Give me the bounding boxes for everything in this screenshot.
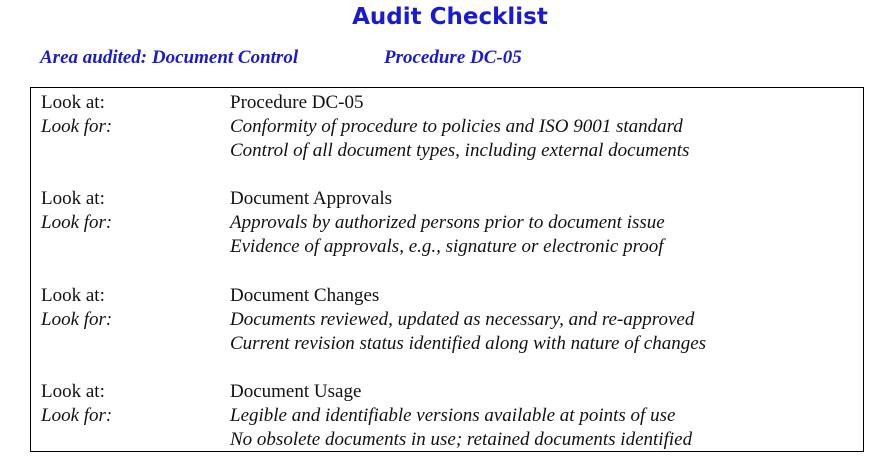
- audit-header: [40, 46, 522, 70]
- look-for-row: [41, 235, 841, 259]
- look-for-item: Evidence of approvals, e.g., signature or electronic proof: [230, 236, 664, 257]
- look-for-row: [41, 115, 841, 139]
- look-for-label: Look for:: [41, 212, 113, 233]
- checklist-section: [41, 380, 841, 452]
- look-for-row: [41, 211, 841, 235]
- checklist-section: [41, 187, 841, 259]
- look-at-label: Look at:: [41, 285, 105, 306]
- look-for-row: [41, 308, 841, 332]
- page-title: Audit Checklist: [352, 4, 548, 30]
- look-for-label: Look for:: [41, 116, 113, 137]
- look-for-label: Look for:: [41, 309, 113, 330]
- area-audited-label: Area audited: Document Control: [40, 47, 299, 68]
- look-at-row: [41, 91, 841, 115]
- look-for-row: [41, 404, 841, 428]
- look-at-label: Look at:: [41, 188, 105, 209]
- look-for-label: Look for:: [41, 405, 113, 426]
- procedure-label: Procedure DC-05: [384, 47, 522, 68]
- look-at-value: Document Changes: [230, 285, 380, 306]
- look-for-item: Control of all document types, including external documents: [230, 140, 690, 161]
- look-for-item: No obsolete documents in use; retained documents identified: [230, 429, 693, 450]
- look-for-item: Conformity of procedure to policies and ISO 9001 standard: [230, 116, 683, 137]
- look-at-row: [41, 380, 841, 404]
- look-at-value: Document Usage: [230, 381, 362, 402]
- look-for-item: Current revision status identified along with nature of changes: [230, 333, 707, 354]
- look-at-row: [41, 187, 841, 211]
- look-for-item: Documents reviewed, updated as necessary, and re-approved: [230, 309, 695, 330]
- look-for-row: [41, 428, 841, 452]
- look-for-item: Approvals by authorized persons prior to document issue: [230, 212, 665, 233]
- look-at-row: [41, 284, 841, 308]
- checklist-section: [41, 284, 841, 356]
- look-at-value: Procedure DC-05: [230, 92, 364, 113]
- look-at-label: Look at:: [41, 92, 105, 113]
- checklist-box: [30, 87, 864, 452]
- look-for-row: [41, 332, 841, 356]
- look-for-item: Legible and identifiable versions available at points of use: [230, 405, 676, 426]
- look-for-row: [41, 139, 841, 163]
- look-at-value: Document Approvals: [230, 188, 393, 209]
- checklist-section: [41, 91, 841, 163]
- look-at-label: Look at:: [41, 381, 105, 402]
